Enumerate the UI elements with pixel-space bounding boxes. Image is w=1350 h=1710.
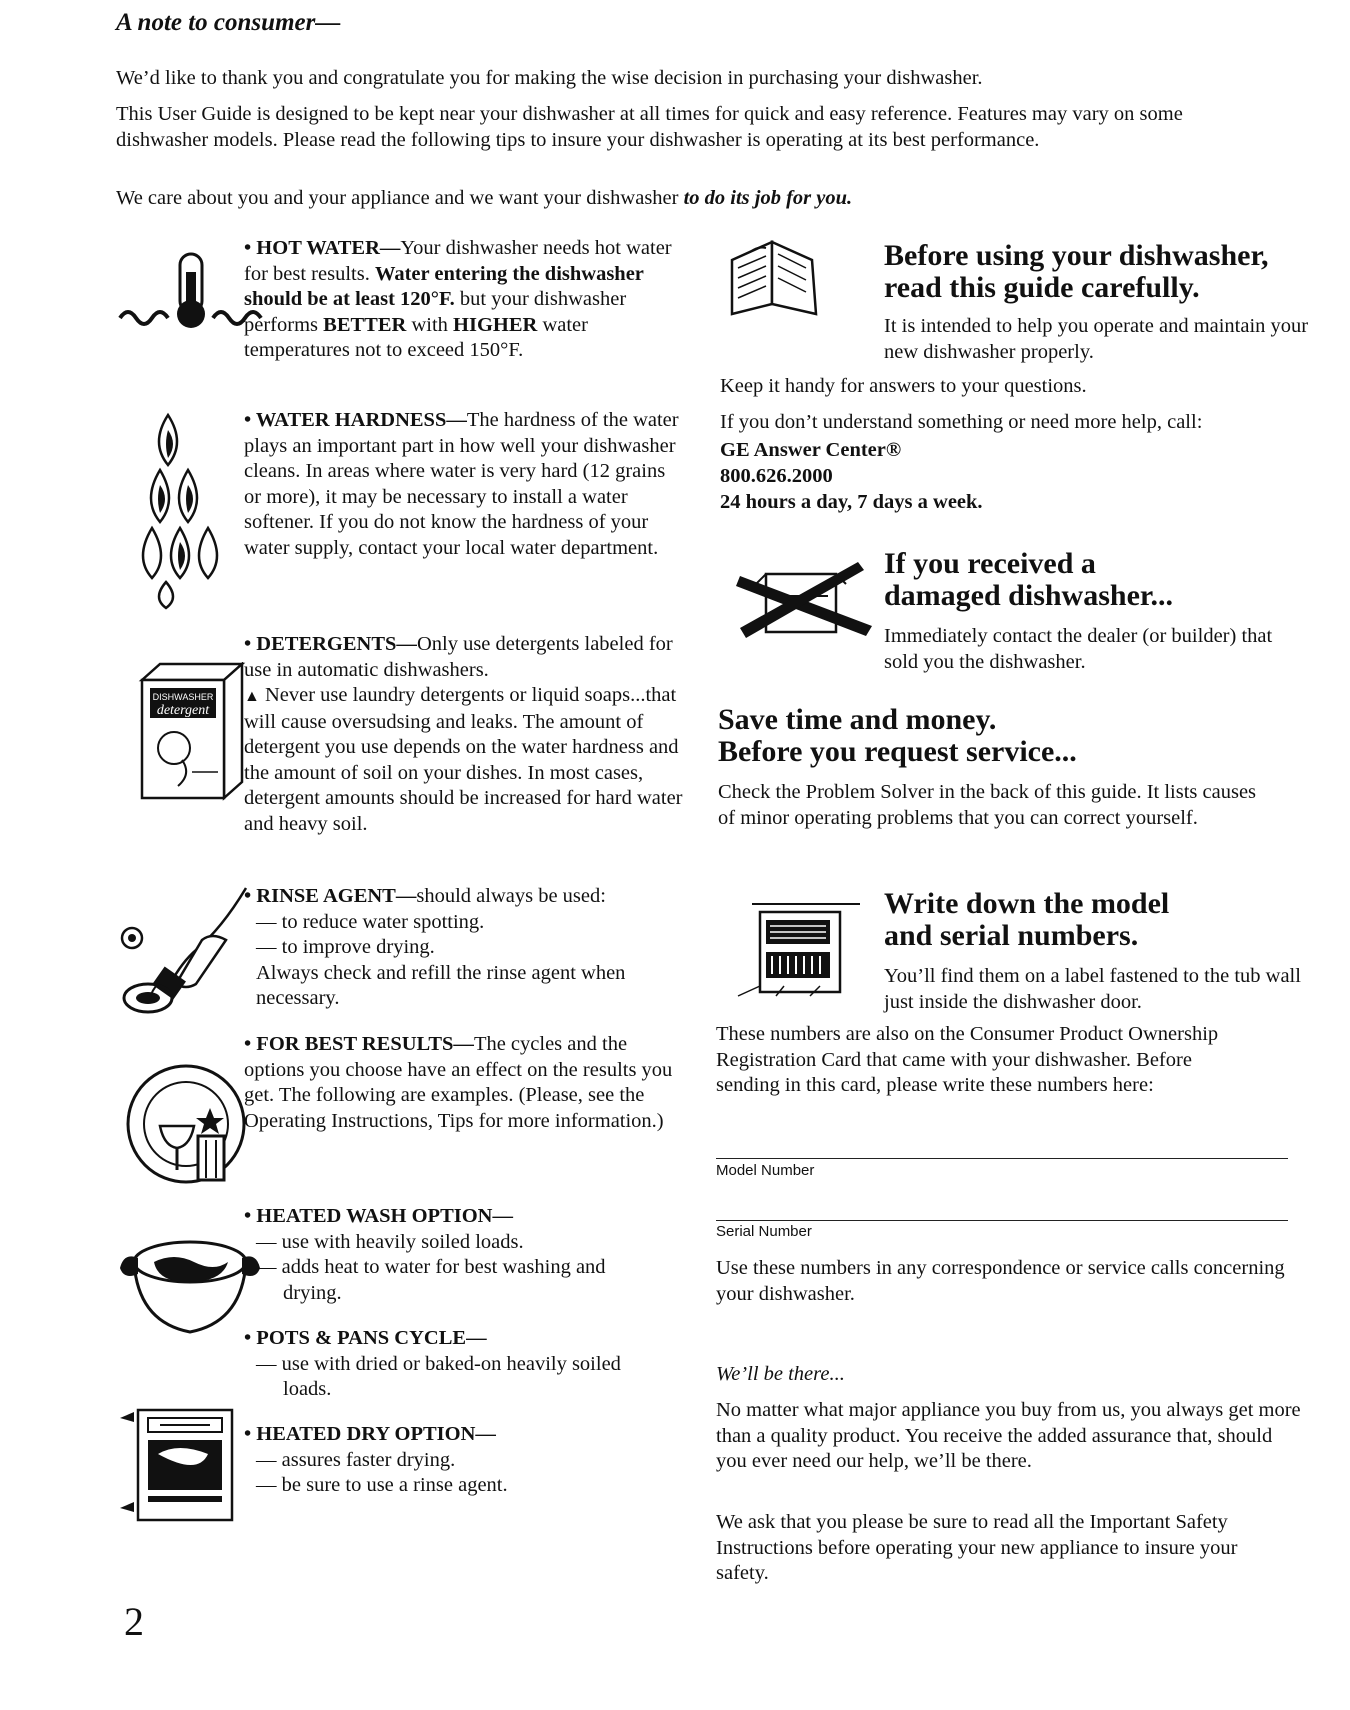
damaged-heading-2: damaged dishwasher... <box>884 579 1173 612</box>
detergent-box-line1: DISHWASHER <box>152 692 214 702</box>
intro-paragraph-3-text: We care about you and your appliance and we want your dishwasher <box>116 187 684 209</box>
hot-water-better: BETTER <box>323 313 407 336</box>
detergents-heading: • DETERGENTS— <box>244 633 417 655</box>
model-number-label: Model Number <box>716 1162 815 1179</box>
damaged-heading-1: If you received a <box>884 547 1096 580</box>
pots-pans-section <box>244 1326 686 1403</box>
pots-pans-dash-1: — use with dried or baked-on heavily soiled loads. <box>256 1352 621 1400</box>
before-using-heading-2: read this guide carefully. <box>884 271 1200 304</box>
water-hardness-text: The hardness of the water plays an important part in how well your dishwasher cleans. In areas where water is very hard (12 grains or more), it may be necessary to install a water softener. If you do not know the hardness of your water supply, contact your local water department. <box>244 409 679 559</box>
registration-card-text: These numbers are also on the Consumer Product Ownership Registration Card that came with your dishwasher. Before sending in this card, please write these numbers here: <box>716 1023 1219 1096</box>
detergent-box-icon <box>138 662 246 802</box>
rinse-agent-dash-2: — to improve drying. <box>256 936 435 958</box>
dishwasher-door-icon <box>118 1404 242 1522</box>
before-using-heading-1: Before using your dishwasher, <box>884 239 1269 272</box>
write-down-heading-1: Write down the model <box>884 887 1170 920</box>
detergent-box-line2: detergent <box>156 703 210 718</box>
heated-dry-section <box>244 1422 686 1499</box>
be-there-heading: We’ll be there... <box>716 1363 845 1385</box>
heated-dry-dash-1: — assures faster drying. <box>256 1448 456 1471</box>
plate-and-glass-icon <box>120 1060 260 1190</box>
best-results-section <box>244 1032 686 1134</box>
page-title: A note to consumer— <box>116 9 341 36</box>
hot-water-text-2: Water entering the dishwasher should be at least 120°F. <box>244 262 644 310</box>
page-number: 2 <box>124 1599 144 1644</box>
rinse-agent-heading: • RINSE AGENT— <box>244 885 417 907</box>
water-drops-icon <box>140 410 240 610</box>
serial-number-line[interactable] <box>716 1220 1288 1221</box>
intro-paragraph-2: This User Guide is designed to be kept near your dishwasher at all times for quick and easy reference. Features may vary on some dishwasher models. Please read the following tips to insure your dishwasher is operating at its best performance. <box>116 103 1183 151</box>
hot-water-heading: • HOT WATER— <box>244 237 401 259</box>
write-down-heading-2: and serial numbers. <box>884 919 1139 952</box>
damaged-dishwasher-icon <box>736 556 876 656</box>
keep-handy-text: Keep it handy for answers to your questions. <box>720 375 1087 397</box>
call-text: If you don’t understand something or need more help, call: <box>720 411 1203 433</box>
safety-text: We ask that you please be sure to read all the Important Safety Instructions before operating your new appliance to insure your safety. <box>716 1511 1238 1584</box>
before-using-text: It is intended to help you operate and maintain your new dishwasher properly. <box>884 315 1309 363</box>
heated-dry-heading: • HEATED DRY OPTION— <box>244 1423 496 1445</box>
heated-wash-dash-2: — adds heat to water for best washing and drying. <box>256 1256 606 1304</box>
answer-center-phone: 800.626.2000 <box>720 465 833 487</box>
heated-wash-section <box>244 1204 686 1306</box>
hot-water-text-3: but your dishwasher performs <box>244 288 627 336</box>
rinse-agent-text-2: Always check and refill the rinse agent when necessary. <box>256 961 626 1009</box>
hot-water-text-7: water temperatures not to exceed 150°F. <box>244 313 588 361</box>
water-hardness-heading: • WATER HARDNESS— <box>244 409 467 431</box>
detergents-section <box>244 632 686 837</box>
hot-water-text-1: Your dishwasher needs hot water for best results. <box>244 237 672 285</box>
water-hardness-section <box>244 408 686 561</box>
damaged-text: Immediately contact the dealer (or builder) that sold you the dishwasher. <box>884 625 1273 673</box>
model-number-line[interactable] <box>716 1158 1288 1159</box>
detergents-text-1: Only use detergents labeled for use in automatic dishwashers. <box>244 633 673 681</box>
serial-number-label: Serial Number <box>716 1223 812 1240</box>
rinse-agent-text-1: should always be used: <box>416 885 606 907</box>
pots-pans-heading: • POTS & PANS CYCLE— <box>244 1327 487 1349</box>
thermometer-icon <box>118 248 263 328</box>
intro-paragraph-3 <box>116 186 1216 212</box>
heated-dry-dash-2: — be sure to use a rinse agent. <box>256 1474 508 1496</box>
answer-center-name: GE Answer Center® <box>720 439 902 461</box>
intro-paragraph-1: We’d like to thank you and congratulate you for making the wise decision in purchasing your dishwasher. <box>116 67 983 89</box>
save-time-text: Check the Problem Solver in the back of this guide. It lists causes of minor operating problems that you can correct yourself. <box>718 781 1257 829</box>
save-time-heading-2: Before you request service... <box>718 735 1077 768</box>
best-results-text: The cycles and the options you choose have an effect on the results you get. The following are examples. (Please, see the Operating Instructions, Tips for more information.) <box>244 1033 673 1132</box>
save-time-heading-1: Save time and money. <box>718 703 997 736</box>
answer-center-hours: 24 hours a day, 7 days a week. <box>720 491 983 513</box>
open-book-icon <box>726 238 822 318</box>
write-down-text: You’ll find them on a label fastened to the tub wall just inside the dishwasher door. <box>884 965 1301 1013</box>
dishwasher-racks-icon <box>732 900 862 1000</box>
best-results-heading: • FOR BEST RESULTS— <box>244 1033 474 1055</box>
hot-water-higher: HIGHER <box>453 313 538 336</box>
detergents-text-2: Never use laundry detergents or liquid soaps...that will cause oversudsing and leaks. The amount of detergent you use depends on the water hardness and the amount of soil on your dishes. In most cases, detergent amounts should be increased for hard water and heavy soil. <box>244 684 683 835</box>
rinse-agent-section <box>244 884 686 1012</box>
be-there-text: No matter what major appliance you buy from us, you always get more than a quality product. You receive the added assurance that, should you ever need our help, we’ll be there. <box>716 1399 1301 1472</box>
hot-water-section <box>244 236 686 364</box>
use-numbers-text: Use these numbers in any correspondence or service calls concerning your dishwasher. <box>716 1257 1285 1305</box>
rinse-agent-dash-1: — to reduce water spotting. <box>256 910 485 933</box>
heated-wash-dash-1: — use with heavily soiled loads. <box>256 1230 524 1253</box>
heated-wash-heading: • HEATED WASH OPTION— <box>244 1205 513 1227</box>
intro-emphasis: to do its job for you. <box>683 187 853 209</box>
warning-icon: ▲ <box>244 688 260 705</box>
hot-water-text-5: with <box>406 313 454 336</box>
